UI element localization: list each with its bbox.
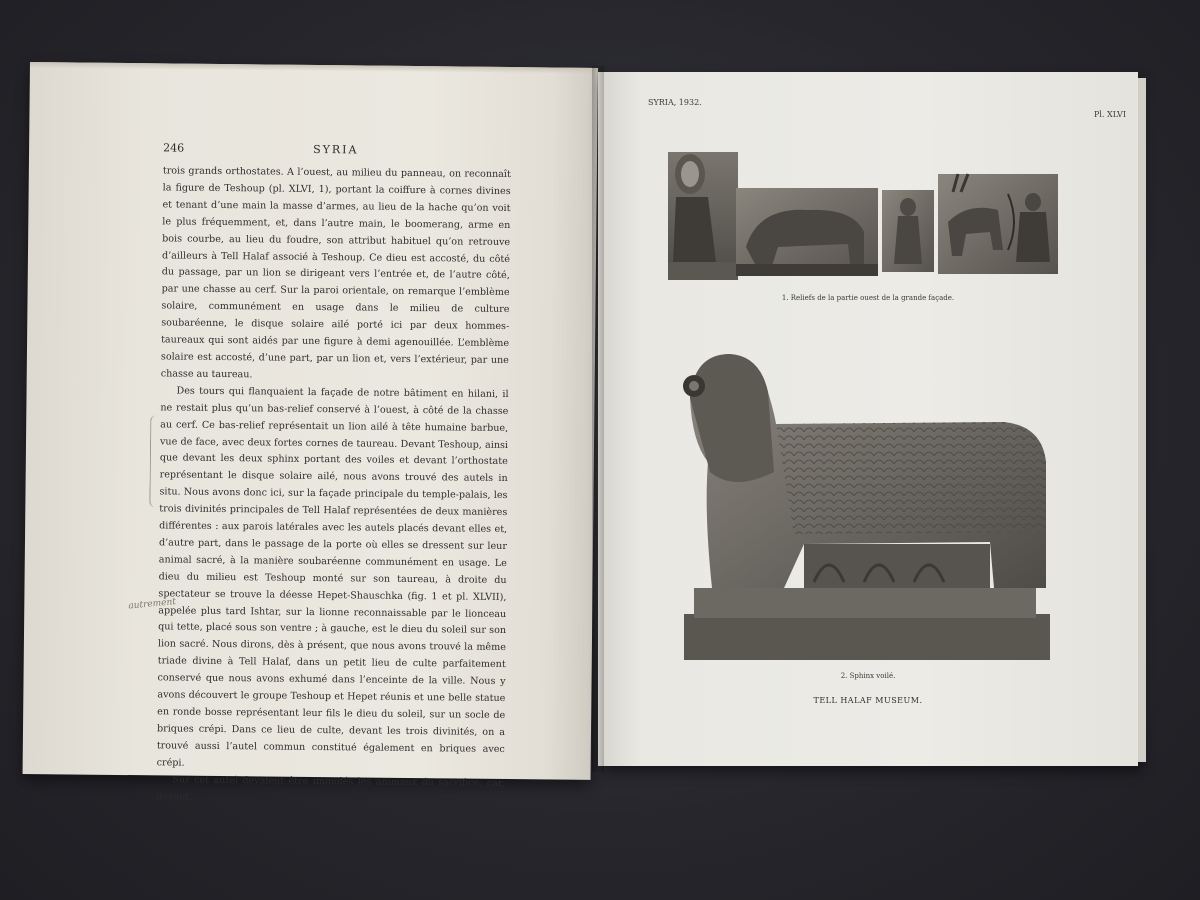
plate-credit: TELL HALAF MUSEUM.	[813, 696, 923, 705]
left-page	[23, 62, 598, 803]
left-page-header	[163, 141, 513, 161]
paragraph-2: Des tours qui flanquaient la façade de notre bâtiment en hilani, il ne restait plus qu’un bas-relief conservé à l’ouest, à côté de la chasse au cerf. Ce bas-relief représentait un lion ailé à tête humaine barbue, vue de face, avec deux fortes cornes de taureau. Devant Teshoup, ainsi que devant les deux sphinx portant des voiles et devant l’orthostate représentant le disque solaire ailé, nous avons trouvé des autels in situ. Nous avons donc ici, sur la façade principale du temple-palais, les trois divinités principales de Tell Halaf représentées de deux manières différentes : aux parois latérales avec les autels placés devant elles et, d’autre part, dans le passage de la porte où elles se dressent sur leur animal sacré, à la manière soubaréenne communément en usage. Le dieu du milieu est Teshoup monté sur son taureau, à droite du spectateur se trouve la déesse Hepet-Shauschka (fig. 1 et pl. XLVII), appelée plus tard Ishtar, sur la lionne reconnaissable par le lionceau qui tette, placé sous son ventre ; à gauche, est le dieu du soleil sur son lion sacré. Nous dirons, dès à présent, que nous avons trouvé la même triade divine à Tell Halaf, dans un petit lieu de culte parfaitement conservé que nous avons exhumé dans l’enceinte de la ville. Nous y avons découvert le groupe Teshoup et Hepet réunis et une belle statue en ronde bosse représentant leur fils le dieu du soleil, sur un socle de briques crépi. Dans ce lieu de culte, devant les trois divinités, on a trouvé aussi l’autel commun constitué également en briques avec crépi.	[156, 385, 509, 769]
running-head: SYRIA	[313, 142, 359, 157]
plate-number: Pl. XLVI	[1093, 110, 1126, 119]
paragraph-1: trois grands orthostates. A l’ouest, au milieu du panneau, on reconnaît la figure de Teshoup (pl. XLVI, 1), portant la coiffure à cornes divines et tenant d’une main la masse d’armes, au lieu de la hache qu’on voit le plus fréquemment, et, dans l’autre main, le boomerang, arme en bois courbe, au lieu du foudre, son attribut habituel qu’on retrouve d’ailleurs à Tell Halaf associé à Teshoup. Ce dieu est accosté, du côté du passage, par un lion se dirigeant vers l’entrée et, de l’autre côté, par une chasse au cerf. Sur la paroi orientale, on remarque l’emblème solaire, communément en usage dans le milieu de culture soubaréenne, le disque solaire ailé porté ici par deux hommes-taureaux qui sont aidés par une figure à demi agenouillée. L’emblème solaire est accosté, d’une part, par un lion et, vers l’extérieur, par une chasse au taureau.	[160, 165, 511, 381]
body-text	[156, 163, 511, 809]
plate-header-journal: SYRIA, 1932.	[648, 98, 702, 107]
handwritten-margin-note: autrement	[127, 597, 177, 612]
right-page-plate	[598, 72, 1138, 766]
paragraph-3: Sur cet autel devaient être immolés les animaux du sacrifice, car, devant,	[156, 774, 505, 803]
plate-caption-1: 1. Reliefs de la partie ouest de la grande façade.	[781, 294, 955, 302]
reliefs-photograph	[668, 152, 1060, 282]
plate-caption-2: 2. Sphinx voilé.	[840, 672, 896, 680]
page-number: 246	[163, 141, 185, 155]
book-spine-shadow	[592, 66, 604, 772]
page-edge-stack	[1138, 78, 1146, 762]
sphinx-photograph	[664, 352, 1064, 664]
